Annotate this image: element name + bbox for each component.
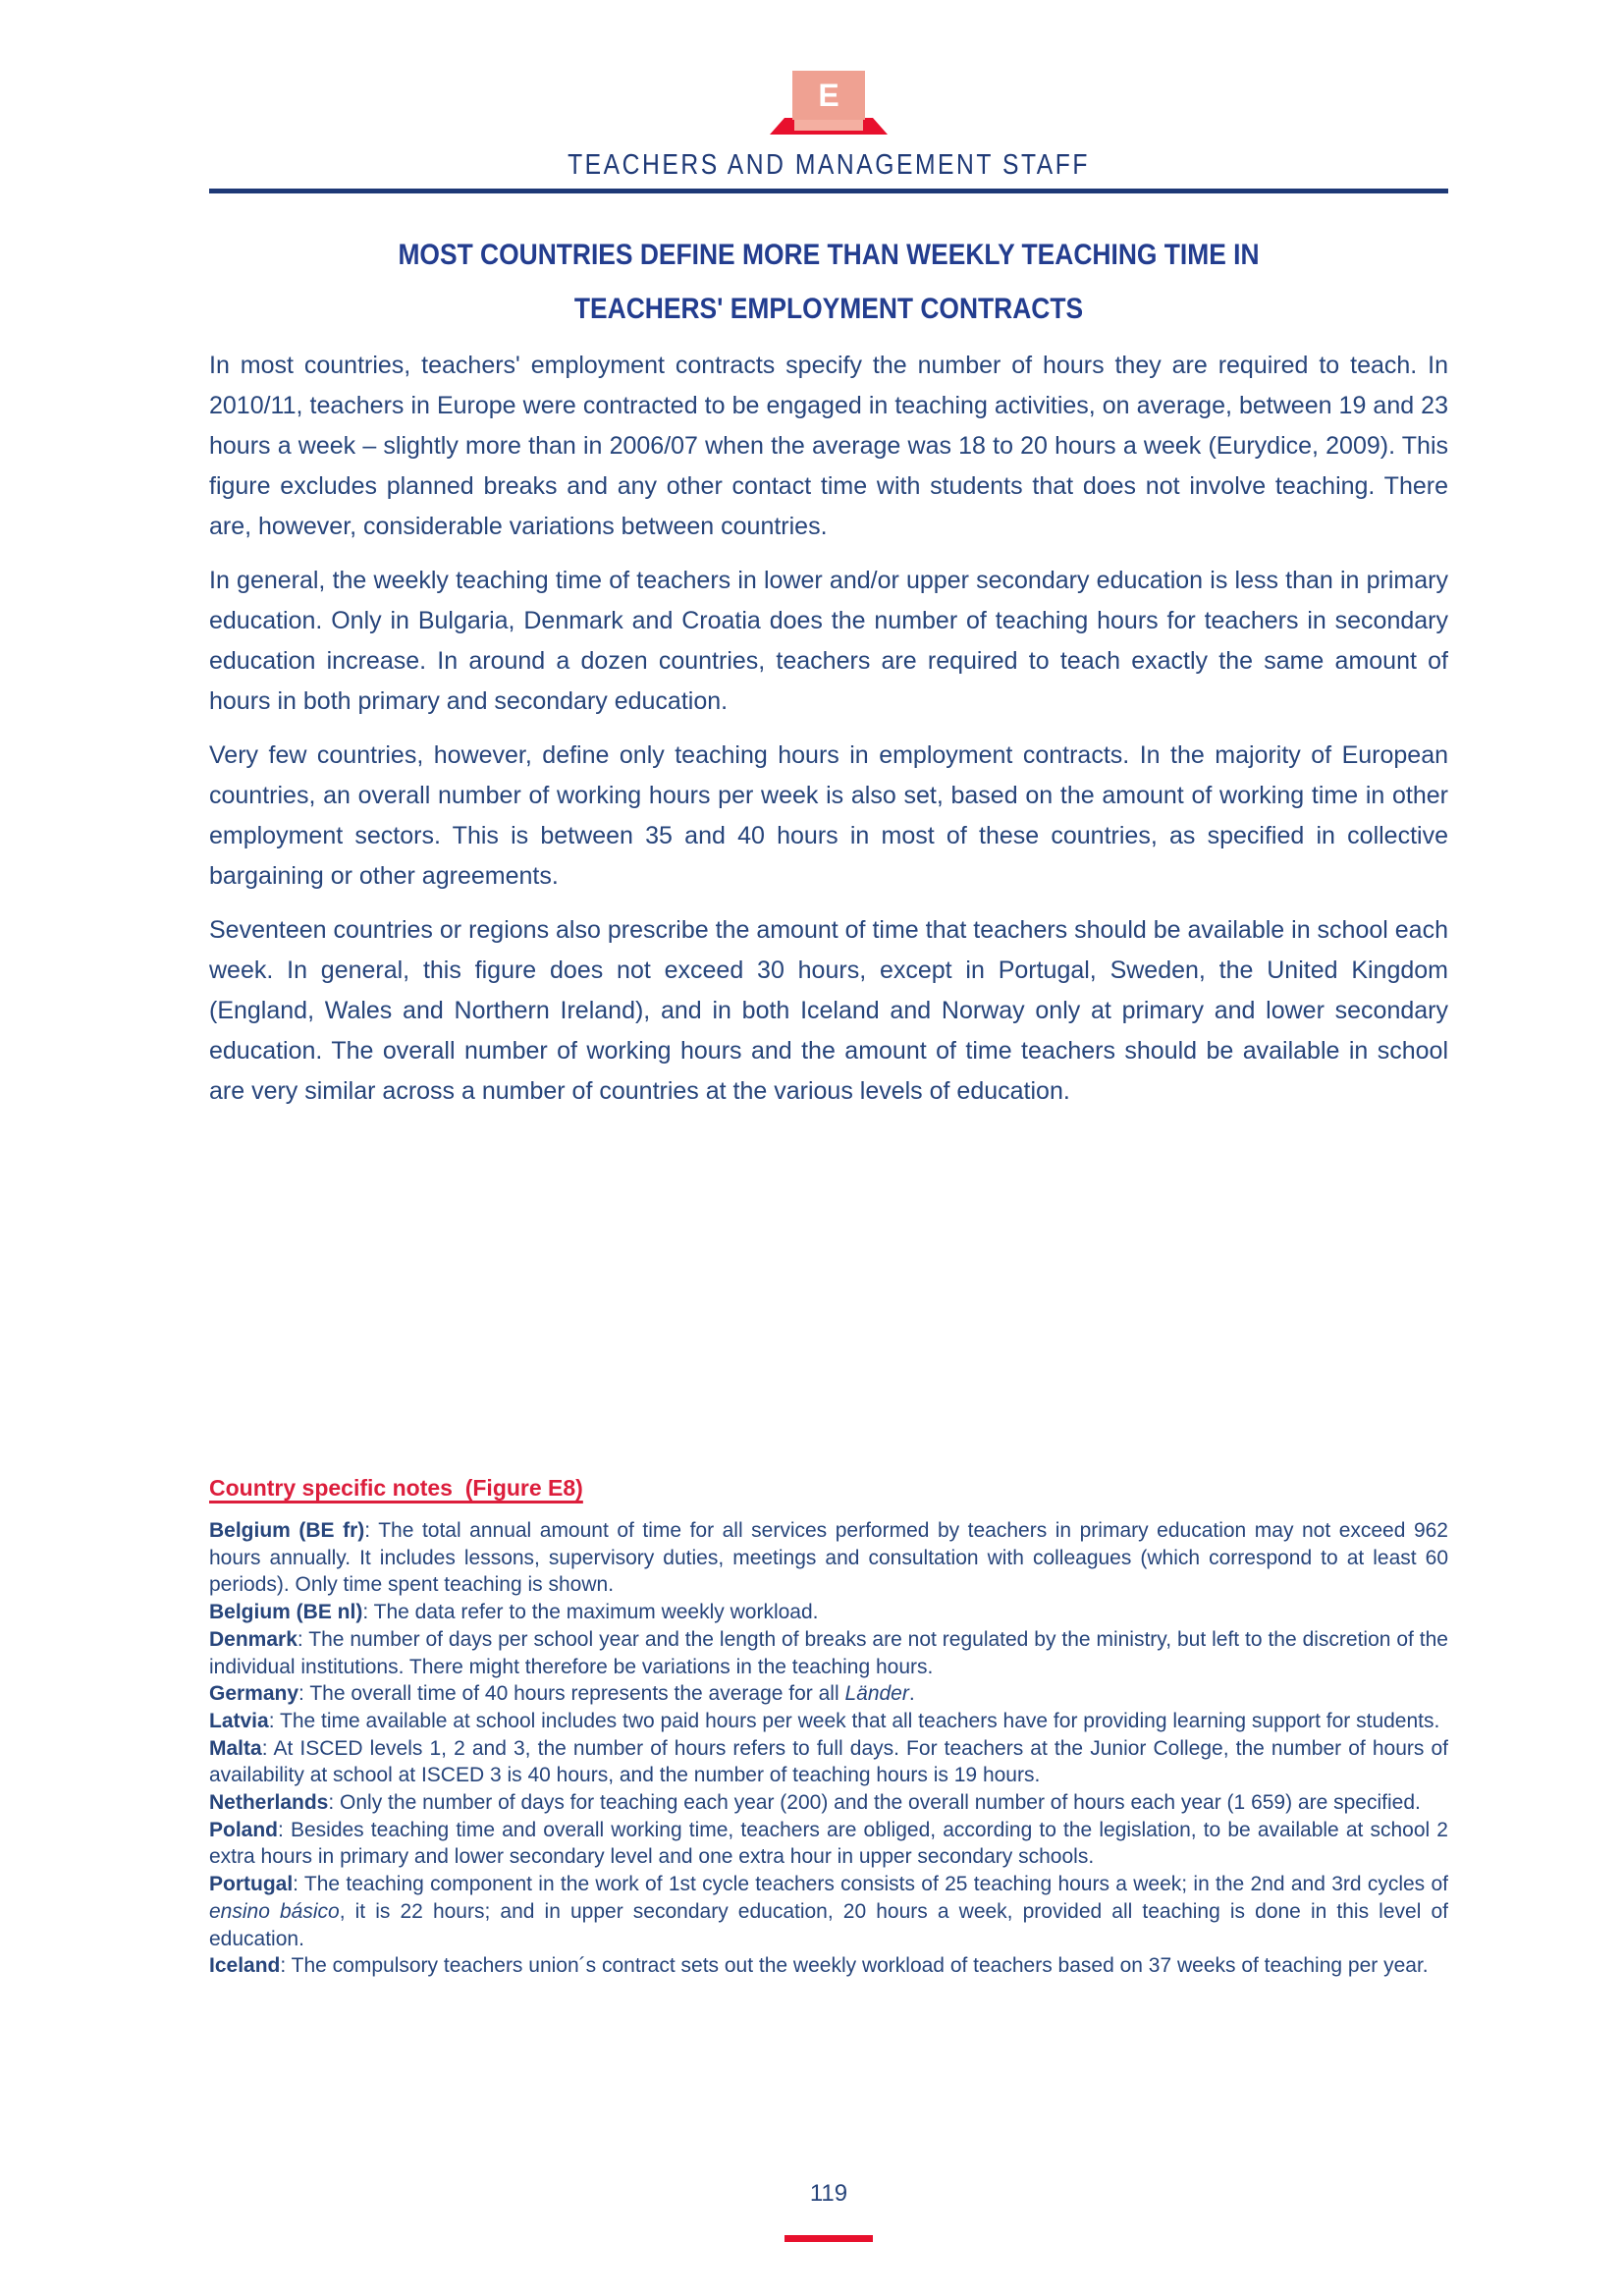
- note-country-label: Belgium (BE nl): [209, 1601, 363, 1624]
- note-text-italic: Länder: [844, 1682, 909, 1706]
- page-content: [209, 0, 1448, 2296]
- note-text-italic: ensino básico: [209, 1899, 340, 1923]
- body-paragraph: In general, the weekly teaching time of teachers in lower and/or upper secondary education is less than in primary education. Only in Bulgaria, Denmark and Croatia does the number of teaching hours for teachers in secondary education increase. In around a dozen countries, teachers are required to teach exactly the same amount of hours in both primary and secondary education.: [209, 567, 1448, 715]
- note-text: : The number of days per school year and the length of breaks are not regulated by the ministry, but left to the discretion of the individual institutions. There might therefore be variations in the teaching hours.: [209, 1627, 1448, 1678]
- note-country-label: Malta: [209, 1736, 262, 1760]
- note-country-label: Denmark: [209, 1627, 298, 1651]
- note-country-label: Portugal: [209, 1873, 294, 1896]
- body-paragraph: In most countries, teachers' employment contracts specify the number of hours they are required to teach. In 2010/11, teachers in Europe were contracted to be engaged in teaching activities, on average, between 19 and 23 hours a week – slightly more than in 2006/07 when the average was 18 to 20 hours a week (Eurydice, 2009). This figure excludes planned breaks and any other contact time with students that does not involve teaching. There are, however, considerable variations between countries.: [209, 352, 1448, 540]
- note-country-label: Germany: [209, 1682, 299, 1706]
- article-title-line2: TEACHERS' EMPLOYMENT CONTRACTS: [573, 293, 1084, 325]
- header-divider: [209, 189, 1448, 193]
- country-note: [209, 1680, 1448, 1708]
- footer-accent-bar: [784, 2235, 873, 2242]
- body-paragraph: Seventeen countries or regions also prescribe the amount of time that teachers should be available in school each week. In general, this figure does not exceed 30 hours, except in Portugal, Sweden, the United Kingdom (England, Wales and Northern Ireland), and in both Iceland and Norway only at primary and lower secondary education. The overall number of working hours and the amount of time teachers should be available in school are very similar across a number of countries at the various levels of education.: [209, 916, 1448, 1105]
- note-text: : The total annual amount of time for all services performed by teachers in primary education may not exceed 962 hours annually. It includes lessons, supervisory duties, meetings and consultation with colleagues (which correspond to at least 60 periods). Only time spent teaching is shown.: [209, 1519, 1448, 1597]
- body-paragraph: Very few countries, however, define only teaching hours in employment contracts. In the majority of European countries, an overall number of working hours per week is also set, based on the amount of working time in other employment sectors. This is between 35 and 40 hours in most of these countries, as specified in collective bargaining or other agreements.: [209, 741, 1448, 890]
- page-number: 119: [809, 2180, 848, 2207]
- note-text: : Only the number of days for teaching each year (200) and the overall number of hours each year (1 659) are specified.: [328, 1791, 1421, 1815]
- note-text: : The data refer to the maximum weekly workload.: [362, 1601, 819, 1624]
- note-country-label: Belgium (BE fr): [209, 1519, 365, 1542]
- country-note: [209, 1952, 1448, 1980]
- country-note: [209, 1626, 1448, 1680]
- country-note: [209, 1817, 1448, 1871]
- chapter-title: TEACHERS AND MANAGEMENT STAFF: [568, 149, 1090, 181]
- country-notes: [209, 1517, 1448, 1980]
- country-note: [209, 1735, 1448, 1789]
- note-text: : At ISCED levels 1, 2 and 3, the number of hours refers to full days. For teachers at the Junior College, the number of hours of availability at school at ISCED 3 is 40 hours, and the number of teaching hours is 19 hours.: [209, 1736, 1448, 1787]
- note-country-label: Poland: [209, 1818, 279, 1841]
- note-text: : The overall time of 40 hours represents the average for all: [298, 1682, 845, 1706]
- note-country-label: Latvia: [209, 1709, 269, 1732]
- country-note: [209, 1871, 1448, 1952]
- note-text: , it is 22 hours; and in upper secondary education, 20 hours a week, provided all teaching is done in this level of education.: [209, 1899, 1448, 1950]
- article-body: [209, 346, 1448, 1125]
- country-notes-heading: Country specific notes (Figure E8): [209, 1475, 583, 1501]
- note-country-label: Iceland: [209, 1954, 281, 1978]
- note-text: .: [908, 1682, 915, 1706]
- chapter-badge-icon: [770, 71, 888, 136]
- country-note: [209, 1517, 1448, 1599]
- note-text: : Besides teaching time and overall working time, teachers are obliged, according to the legislation, to be available at school 2 extra hours in primary and lower secondary level and one extra hour in upper secondary schools.: [209, 1818, 1448, 1869]
- country-note: [209, 1599, 1448, 1626]
- note-text: : The compulsory teachers union´s contract sets out the weekly workload of teachers based on 37 weeks of teaching per year.: [280, 1954, 1429, 1978]
- note-text: : The time available at school includes two paid hours per week that all teachers have for providing learning support for students.: [268, 1709, 1440, 1732]
- country-note: [209, 1789, 1448, 1817]
- chapter-letter: E: [792, 71, 865, 120]
- note-country-label: Netherlands: [209, 1791, 329, 1815]
- note-text: : The teaching component in the work of 1st cycle teachers consists of 25 teaching hours a week; in the 2nd and 3rd cycles of: [293, 1873, 1448, 1896]
- country-note: [209, 1708, 1448, 1735]
- article-title: [284, 228, 1375, 336]
- article-title-line1: MOST COUNTRIES DEFINE MORE THAN WEEKLY TEACHING TIME IN: [398, 239, 1260, 271]
